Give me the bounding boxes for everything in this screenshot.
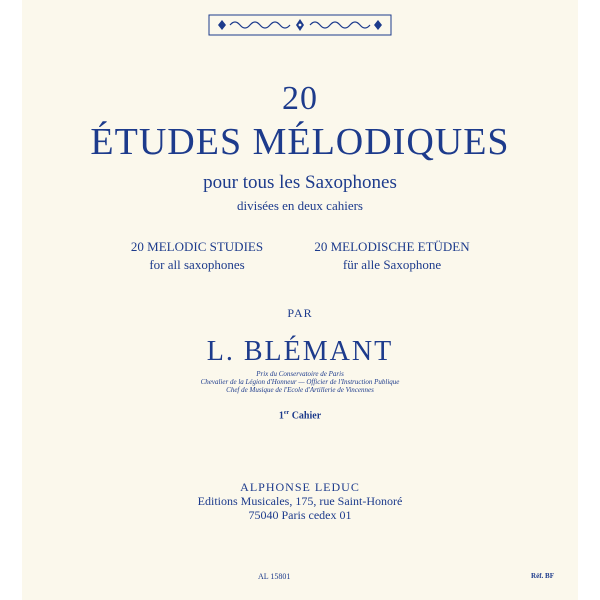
- german-title-line: 20 MELODISCHE ETÜDEN: [314, 239, 470, 254]
- english-title-line: for all saxophones: [149, 257, 245, 272]
- reference-code: Réf. BF: [531, 572, 554, 580]
- german-title-block: [292, 238, 492, 274]
- author-credits: [22, 370, 578, 394]
- publisher-address: Editions Musicales, 175, rue Saint-Honoré: [197, 494, 403, 508]
- english-title-line: 20 MELODIC STUDIES: [130, 239, 264, 254]
- page-title: ÉTUDES MÉLODIQUES: [90, 121, 510, 163]
- cover-page: [22, 0, 578, 600]
- opus-number: 20: [282, 80, 318, 117]
- volume-number: 1: [278, 410, 284, 422]
- ornament-border-icon: [208, 14, 392, 36]
- english-title-block: [112, 238, 282, 274]
- by-label: PAR: [287, 306, 313, 320]
- subtitle-note: divisées en deux cahiers: [237, 198, 363, 213]
- publisher-name: ALPHONSE LEDUC: [240, 480, 360, 494]
- credit-line: Chef de Musique de l'Ecole d'Artillerie de Vincennes: [226, 386, 374, 394]
- catalog-code: AL 15801: [258, 572, 291, 581]
- german-title-line: für alle Saxophone: [342, 257, 442, 272]
- credit-line: Chevalier de la Légion d'Honneur — Officier de l'Instruction Publique: [200, 378, 400, 386]
- volume-word: Cahier: [291, 410, 322, 422]
- author-name: L. BLÉMANT: [206, 336, 394, 367]
- credit-line: Prix du Conservatoire de Paris: [256, 370, 344, 378]
- volume-label: [22, 410, 578, 421]
- subtitle: pour tous les Saxophones: [203, 172, 397, 193]
- volume-suffix: er: [283, 410, 290, 416]
- publisher-city: 75040 Paris cedex 01: [248, 508, 352, 522]
